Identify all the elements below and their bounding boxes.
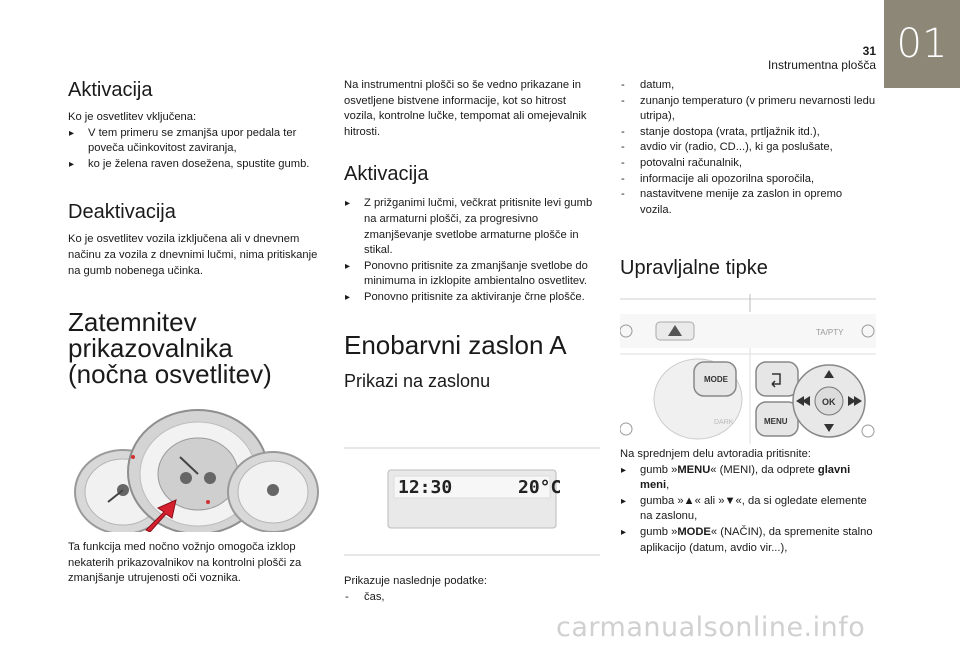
controls-heading: Upravljalne tipke: [620, 257, 768, 280]
ta-pty-label: TA/PTY: [816, 328, 844, 337]
lcd-temperature: 20°C: [518, 477, 562, 498]
list-item: - informacije ali opozorilna sporočila,: [621, 172, 815, 185]
section-title: Instrumentna plošča: [767, 58, 876, 72]
lcd-time: 12:30: [398, 477, 453, 498]
intro-text: Na instrumentni plošči so še vedno prikazane in osvetljene bistvene informacije, kot so hitrost vozila, kontrolne lučke, tempomat ali omejevalnik hitrosti.: [344, 79, 587, 138]
activation-intro: Ko je osvetlitev vključena:: [68, 111, 197, 123]
screen-heading: Enobarvni zaslon A: [344, 329, 567, 360]
displays-heading: Prikazi na zaslonu: [344, 370, 491, 391]
bullet-icon: ▸: [621, 526, 627, 538]
menu-key: MENU: [677, 463, 711, 476]
shows-text: Prikazuje naslednje podatke:: [344, 575, 488, 587]
lcd-screen-image: [344, 440, 600, 558]
bullet-icon: ▸: [345, 198, 351, 210]
list-item: ▸ gumb »MENU« (MENI), da odprete glavni meni,: [621, 463, 851, 492]
ok-button-label: OK: [822, 397, 836, 407]
bullet-icon: ▸: [621, 495, 627, 507]
dimming-heading: [68, 307, 326, 390]
list-item: - čas,: [345, 590, 385, 603]
lcd-illustration: [344, 440, 600, 558]
activation-list: [344, 196, 600, 305]
list-item: ▸ Z prižganimi lučmi, večkrat pritisnite levi gumb na armaturni plošči, za progresivno zmanjševanje svetlobe armaturne plošče in stikal.: [345, 197, 593, 257]
press-section: [620, 447, 876, 556]
press-intro: Na sprednjem delu avtoradia pritisnite:: [620, 448, 811, 460]
list-item: - datum,: [621, 79, 675, 91]
list-item: - potovalni računalnik,: [621, 156, 742, 169]
column-3: [620, 78, 876, 280]
dimming-heading-line1: Zatemnitev prikazovalnika: [68, 307, 233, 364]
bullet-icon: ▸: [621, 464, 627, 476]
activation-heading: Aktivacija: [68, 79, 153, 101]
list-item: - stanje dostopa (vrata, prtljažnik itd.),: [621, 125, 820, 138]
list-item: ▸ gumb »MODE« (NAČIN), da spremenite stalno aplikacijo (datum, avdio vir...),: [621, 525, 873, 554]
list-item: ▸ Ponovno pritisnite za zmanjšanje svetlobe do minimuma in izklopite ambientalno osvetlitev.: [345, 259, 588, 288]
bullet-icon: ▸: [345, 260, 351, 272]
page-number: 31: [862, 44, 876, 58]
list-item: - zunanjo temperaturo (v primeru nevarnosti ledu utripa),: [621, 94, 876, 123]
activation-heading-2: Aktivacija: [344, 163, 429, 186]
dashboard-illustration: [68, 402, 324, 532]
shows-section: [344, 574, 600, 605]
bullet-icon: ▸: [345, 291, 351, 303]
radio-panel-image: [620, 294, 876, 444]
dimming-text: Ta funkcija med nočno vožnjo omogoča izklop nekaterih prikazovalnikov na kontrolni plošči za zmanjšanje utrujenosti oči voznika.: [68, 541, 302, 585]
bullet-icon: ▸: [69, 127, 75, 139]
chapter-tab: 01: [884, 0, 960, 88]
main-menu-label: glavni meni: [640, 463, 851, 492]
menu-button-label: MENU: [764, 417, 788, 426]
list-item: - nastavitvene menije za zaslon in opremo vozila.: [621, 188, 843, 216]
column-2: [344, 78, 600, 392]
deactivation-heading: Deaktivacija: [68, 201, 176, 224]
column-1: [68, 78, 326, 390]
list-item: ▸ Ponovno pritisnite za aktiviranje črne plošče.: [344, 290, 600, 306]
mode-key: MODE: [677, 525, 711, 538]
list-item: ▸ ko je želena raven dosežena, spustite gumb.: [68, 157, 326, 173]
list-item: ▸ gumba »▲« ali »▼«, da si ogledate elemente na zaslonu,: [621, 494, 867, 523]
radio-panel-illustration: [620, 294, 876, 444]
dark-button-label: DARK: [714, 419, 734, 426]
bullet-icon: ▸: [69, 158, 75, 170]
deactivation-text: Ko je osvetlitev vozila izključena ali v dnevnem načinu za vozila z dnevnimi lučmi, nima pritiskanje na gumb nobenega učinka.: [68, 233, 318, 277]
list-item: - avdio vir (radio, CD...), ki ga poslušate,: [621, 141, 833, 154]
watermark: carmanualsonline.info: [556, 612, 866, 643]
list-item: ▸ V tem primeru se zmanjša upor pedala ter poveča učinkovitost zaviranja,: [69, 126, 297, 155]
mode-button-label: MODE: [704, 375, 728, 384]
instrument-cluster-image: [68, 402, 324, 532]
dimming-heading-line2: (nočna osvetlitev): [68, 359, 272, 390]
